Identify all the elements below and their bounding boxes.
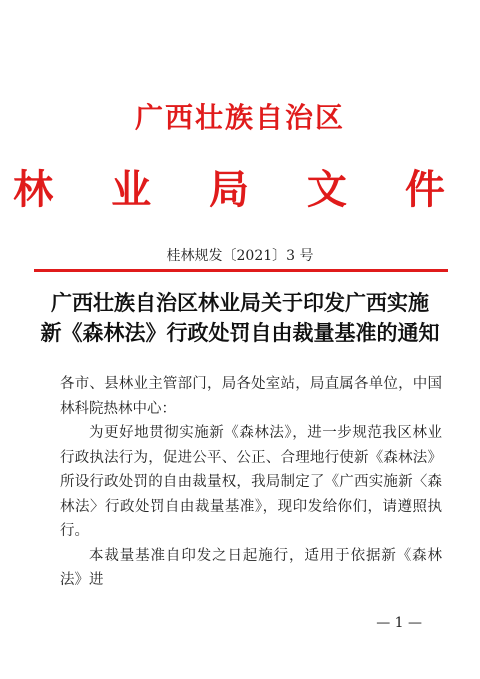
page-number: — 1 — <box>376 615 422 631</box>
document-title-line2: 新《森林法》行政处罚自由裁量基准的通知 <box>40 320 440 345</box>
document-title <box>40 288 440 348</box>
recipients-paragraph: 各市、县林业主管部门，局各处室站，局直属各单位，中国林科院热林中心： <box>60 376 442 417</box>
document-type-heading: 林 业 局 文 件 <box>13 166 467 213</box>
document-number: 桂林规发〔2021〕3 号 <box>166 248 314 264</box>
red-divider-line <box>34 269 448 272</box>
issuing-org-name: 广西壮族自治区 <box>134 101 345 134</box>
body-paragraph-1: 为更好地贯彻实施新《森林法》，进一步规范我区林业行政执法行为，促进公平、公正、合理地行使新《森林法》所设行政处罚的自由裁量权，我局制定了《广西实施新〈森林法〉行政处罚自由裁量基准》，现印发给你们，请遵照执行。 <box>60 425 442 539</box>
body-paragraph-2: 本裁量基准自印发之日起施行，适用于依据新《森林法》进 <box>60 547 442 588</box>
document-body <box>60 372 442 593</box>
document-title-line1: 广西壮族自治区林业局关于印发广西实施 <box>51 290 429 315</box>
